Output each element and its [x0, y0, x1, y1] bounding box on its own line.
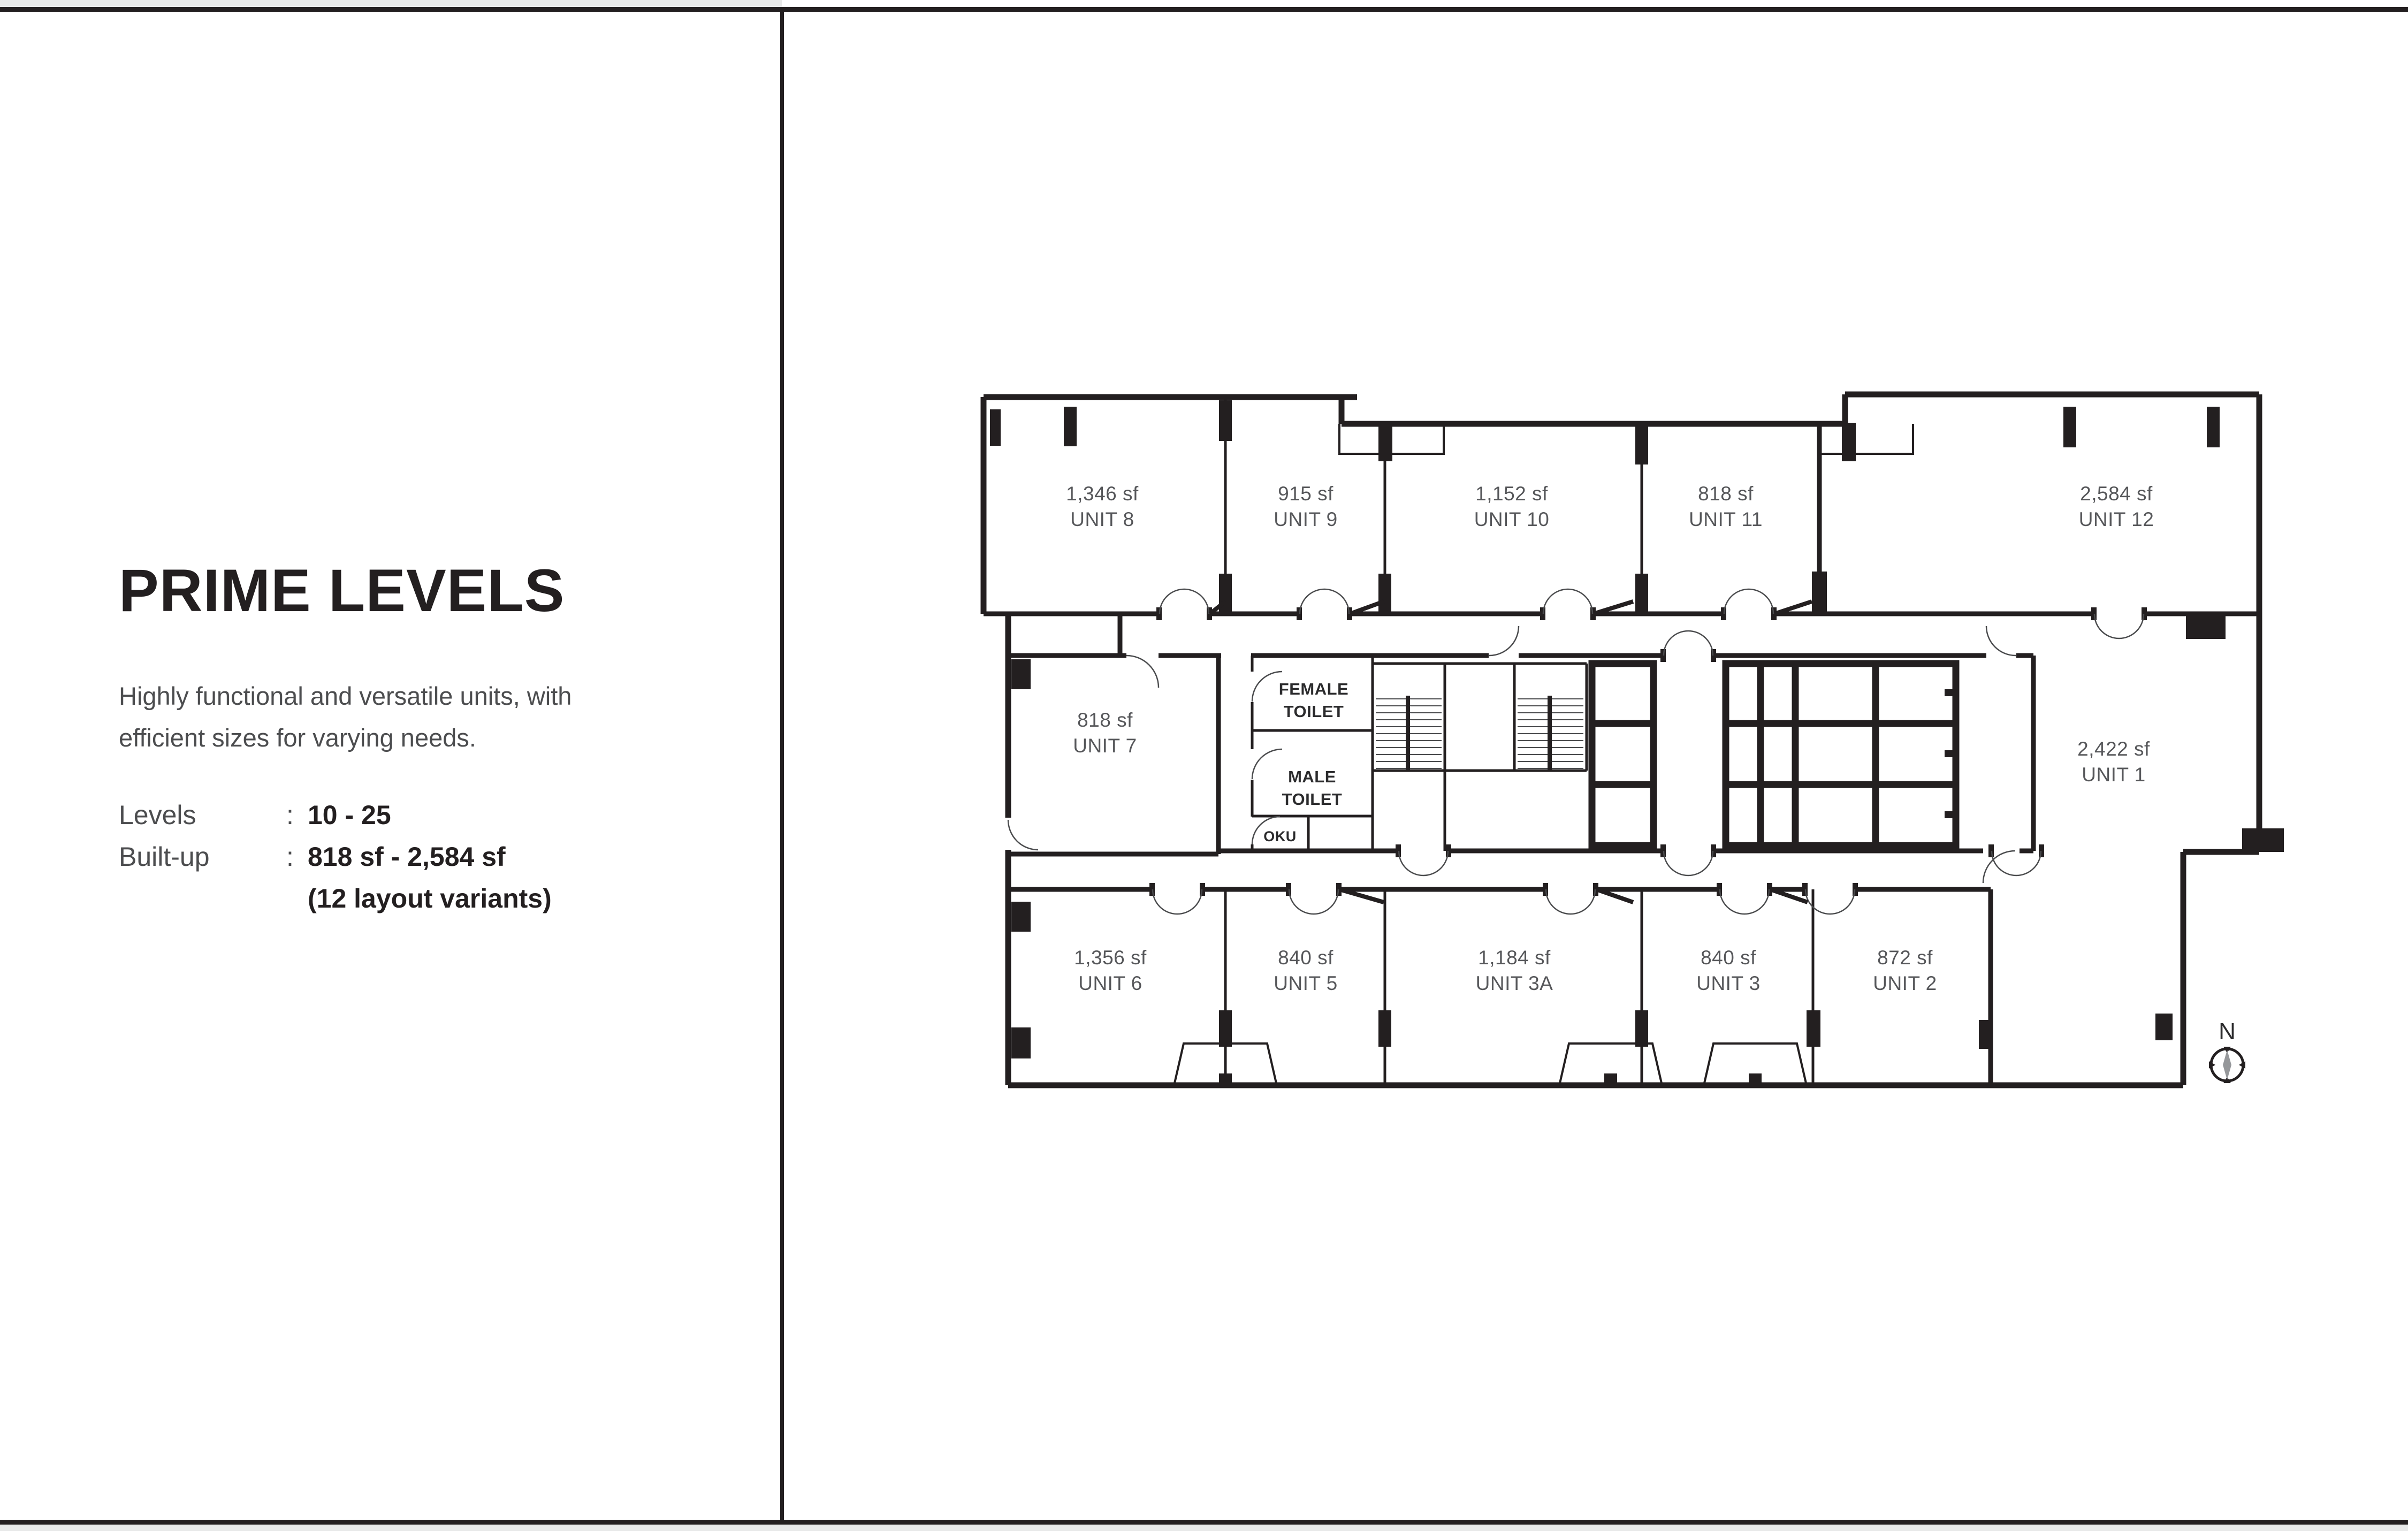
unit-12-area: 2,584 sf [2080, 483, 2153, 505]
description-line-1: Highly functional and versatile units, with [119, 682, 572, 710]
unit-1-name: UNIT 1 [2082, 764, 2146, 786]
unit-10-area: 1,152 sf [1475, 483, 1548, 505]
levels-value: 10 - 25 [308, 800, 391, 830]
unit-12-name: UNIT 12 [2078, 508, 2154, 530]
unit-7-name: UNIT 7 [1073, 735, 1137, 757]
builtup-label: Built-up [119, 842, 210, 872]
compass-north-label: N [2219, 1018, 2236, 1045]
oku-label: OKU [1263, 828, 1297, 844]
compass-needle-icon [2223, 1050, 2231, 1080]
unit-3-name: UNIT 3 [1696, 972, 1761, 994]
door-swings [1008, 589, 2147, 914]
unit-5-area: 840 sf [1278, 947, 1333, 969]
unit-11-area: 818 sf [1698, 483, 1754, 505]
unit-11-name: UNIT 11 [1689, 508, 1763, 530]
levels-label: Levels [119, 800, 196, 830]
male-toilet-label-2: TOILET [1282, 790, 1343, 809]
unit-5-name: UNIT 5 [1274, 972, 1338, 994]
male-toilet-label-1: MALE [1288, 767, 1336, 786]
unit-10-name: UNIT 10 [1474, 508, 1550, 530]
unit-7-area: 818 sf [1077, 709, 1133, 731]
unit-2-name: UNIT 2 [1873, 972, 1937, 994]
builtup-colon: : [286, 842, 294, 872]
stair-treads [1376, 696, 1583, 772]
builtup-note: (12 layout variants) [308, 883, 552, 913]
unit-2-area: 872 sf [1877, 947, 1933, 969]
description-line-2: efficient sizes for varying needs. [119, 723, 476, 752]
unit-8-area: 1,346 sf [1066, 483, 1139, 505]
compass [2209, 1018, 2245, 1083]
corridor-walls [984, 424, 2259, 1085]
unit-3-area: 840 sf [1701, 947, 1756, 969]
entry-canopies [1175, 1043, 1806, 1083]
builtup-value: 818 sf - 2,584 sf [308, 842, 506, 872]
unit-3a-name: UNIT 3A [1475, 972, 1553, 994]
unit-6-name: UNIT 6 [1078, 972, 1142, 994]
female-toilet-label-1: FEMALE [1278, 680, 1349, 698]
unit-1-area: 2,422 sf [2077, 738, 2150, 760]
unit-8-name: UNIT 8 [1070, 508, 1134, 530]
female-toilet-label-2: TOILET [1283, 702, 1344, 721]
levels-colon: : [286, 800, 294, 830]
unit-9-name: UNIT 9 [1274, 508, 1338, 530]
page-title: PRIME LEVELS [119, 557, 565, 624]
plan-walls [984, 394, 2259, 1085]
core-labels [1263, 680, 1348, 844]
outer-walls [984, 394, 2259, 1085]
lift-shaft-walls [1592, 664, 1956, 846]
unit-6-area: 1,356 sf [1074, 947, 1147, 969]
unit-3a-area: 1,184 sf [1478, 947, 1551, 969]
ledge-walls [1339, 424, 1913, 454]
unit-9-area: 915 sf [1278, 483, 1333, 505]
